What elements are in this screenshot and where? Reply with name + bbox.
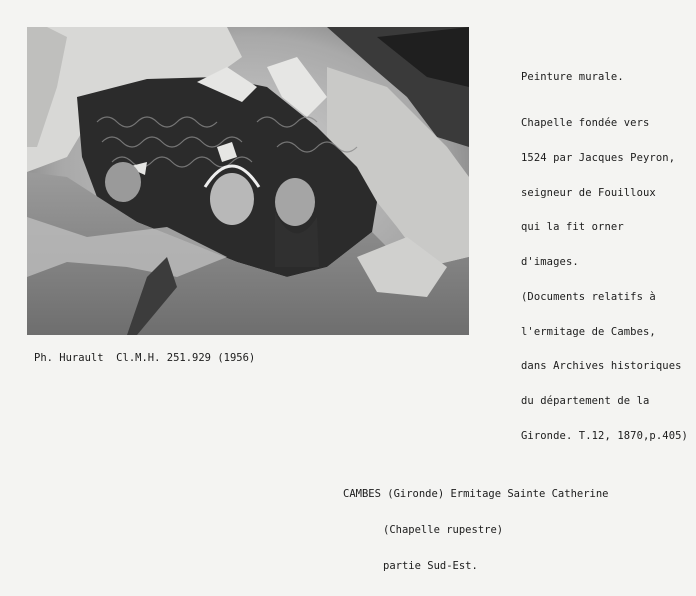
- caption-line: dans Archives historiques: [521, 360, 682, 373]
- location-line-2: (Chapelle rupestre): [383, 524, 504, 536]
- location-label: [343, 464, 609, 596]
- photo-caption: [521, 49, 693, 466]
- caption-line: 1524 par Jacques Peyron,: [521, 151, 676, 164]
- caption-line: (Documents relatifs à: [521, 290, 656, 303]
- mural-photograph: [27, 27, 469, 335]
- caption-line: l'ermitage de Cambes,: [521, 325, 656, 338]
- caption-line: Gironde. T.12, 1870,p.405): [521, 430, 688, 442]
- location-line-1: CAMBES (Gironde) Ermitage Sainte Catherine: [343, 488, 609, 500]
- mural-photo-illustration: [27, 27, 469, 335]
- caption-title: Peinture murale.: [521, 71, 624, 84]
- caption-line: qui la fit orner: [521, 221, 624, 234]
- photo-credit: Ph. Hurault Cl.M.H. 251.929 (1956): [34, 352, 256, 364]
- caption-line: d'images.: [521, 256, 579, 269]
- caption-line: Chapelle fondée vers: [521, 116, 650, 129]
- location-line-3: partie Sud-Est.: [383, 560, 478, 572]
- caption-line: du département de la: [521, 395, 650, 408]
- caption-line: seigneur de Fouilloux: [521, 186, 656, 199]
